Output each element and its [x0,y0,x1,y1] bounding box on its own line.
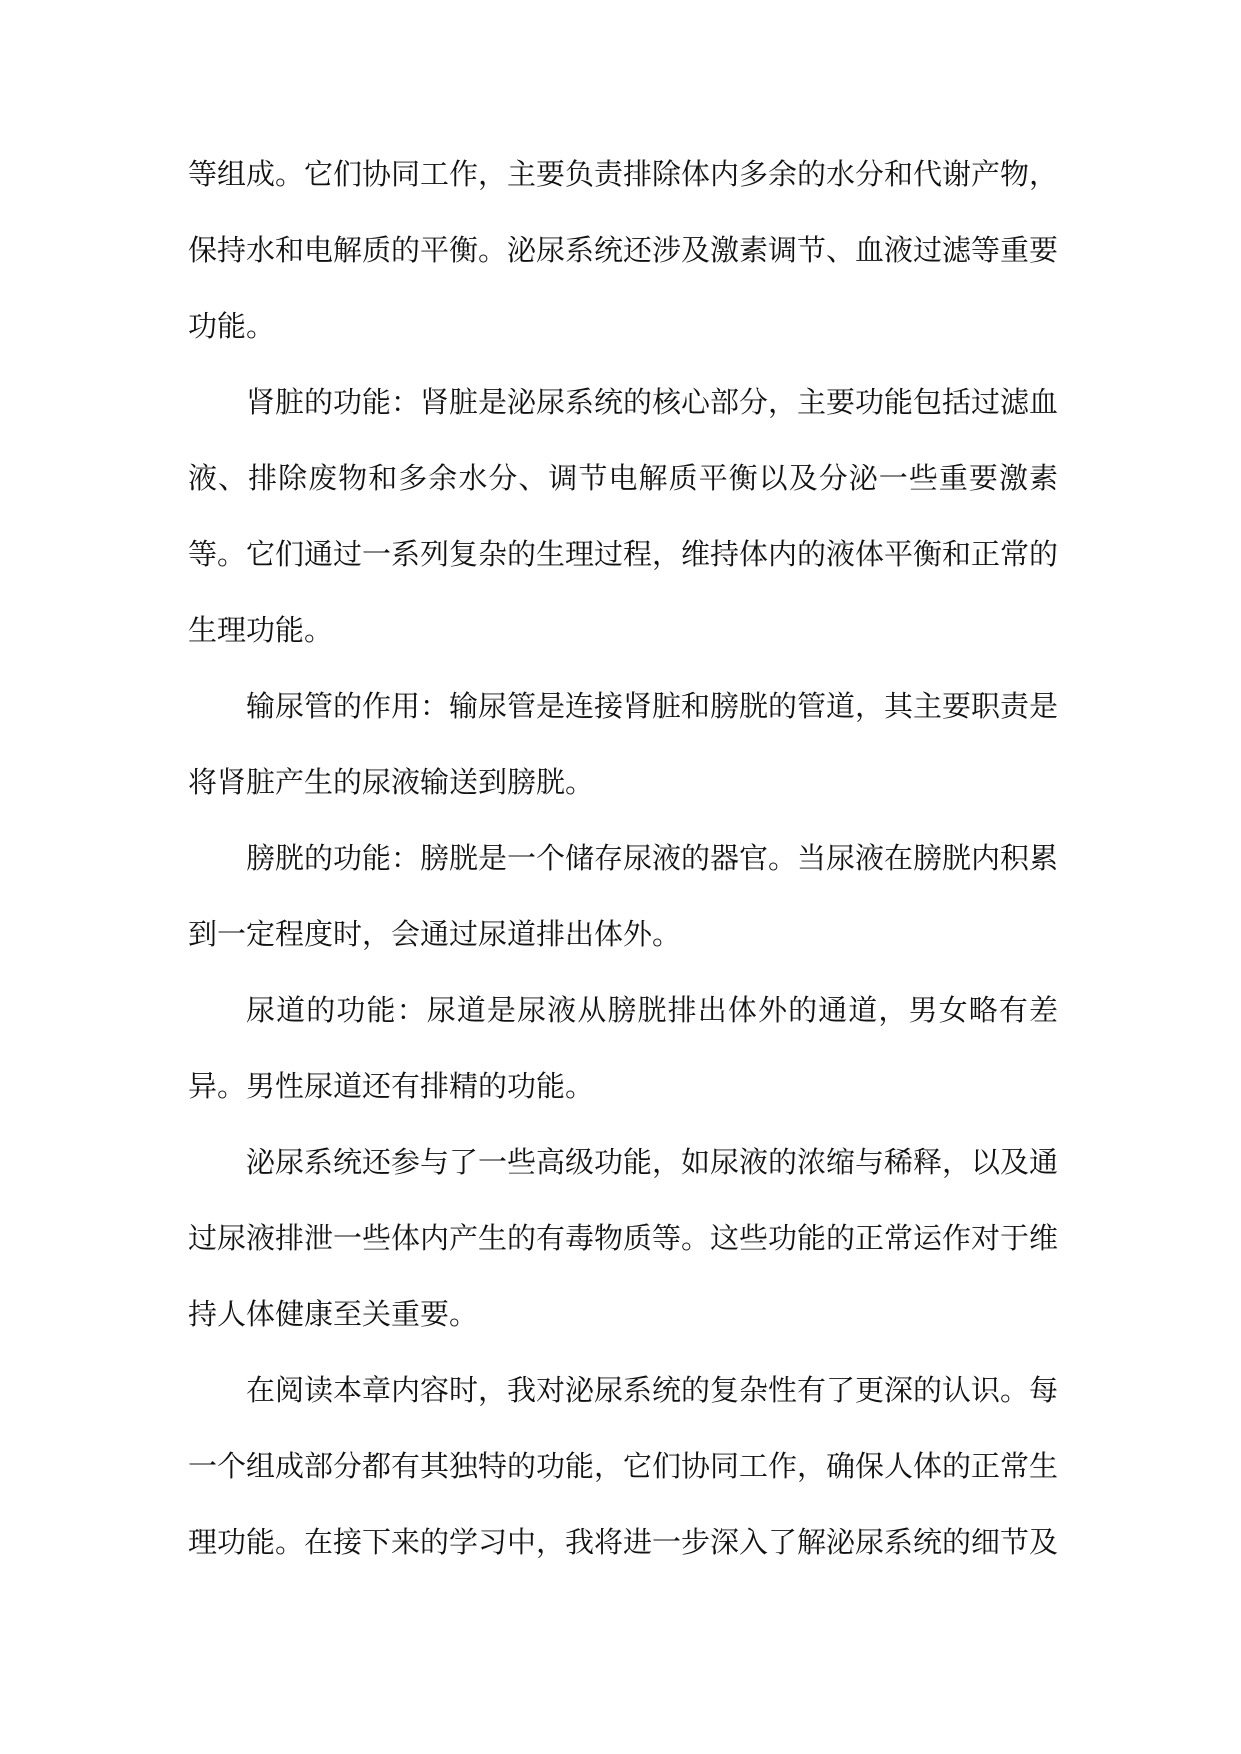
paragraph-ureter-function: 输尿管的作用：输尿管是连接肾脏和膀胱的管道，其主要职责是将肾脏产生的尿液输送到膀胱。 [188,689,1059,799]
paragraph-reading-reflection: 在阅读本章内容时，我对泌尿系统的复杂性有了更深的认识。每一个组成部分都有其独特的功能，它们协同工作，确保人体的正常生理功能。在接下来的学习中，我将进一步深入了解泌尿系统的细节及 [188,1373,1059,1559]
paragraph-kidney-function: 肾脏的功能：肾脏是泌尿系统的核心部分，主要功能包括过滤血液、排除废物和多余水分、调节电解质平衡以及分泌一些重要激素等。它们通过一系列复杂的生理过程，维持体内的液体平衡和正常的生理功能。 [188,385,1059,647]
paragraph-urethra-function: 尿道的功能：尿道是尿液从膀胱排出体外的通道，男女略有差异。男性尿道还有排精的功能。 [188,993,1058,1103]
paragraph-advanced-functions: 泌尿系统还参与了一些高级功能，如尿液的浓缩与稀释，以及通过尿液排泄一些体内产生的有毒物质等。这些功能的正常运作对于维持人体健康至关重要。 [188,1145,1059,1331]
paragraph-urinary-overview: 等组成。它们协同工作，主要负责排除体内多余的水分和代谢产物，保持水和电解质的平衡。泌尿系统还涉及激素调节、血液过滤等重要功能。 [188,157,1059,343]
document-body [188,136,1058,1580]
paragraph-bladder-function: 膀胱的功能：膀胱是一个储存尿液的器官。当尿液在膀胱内积累到一定程度时，会通过尿道排出体外。 [188,841,1059,951]
